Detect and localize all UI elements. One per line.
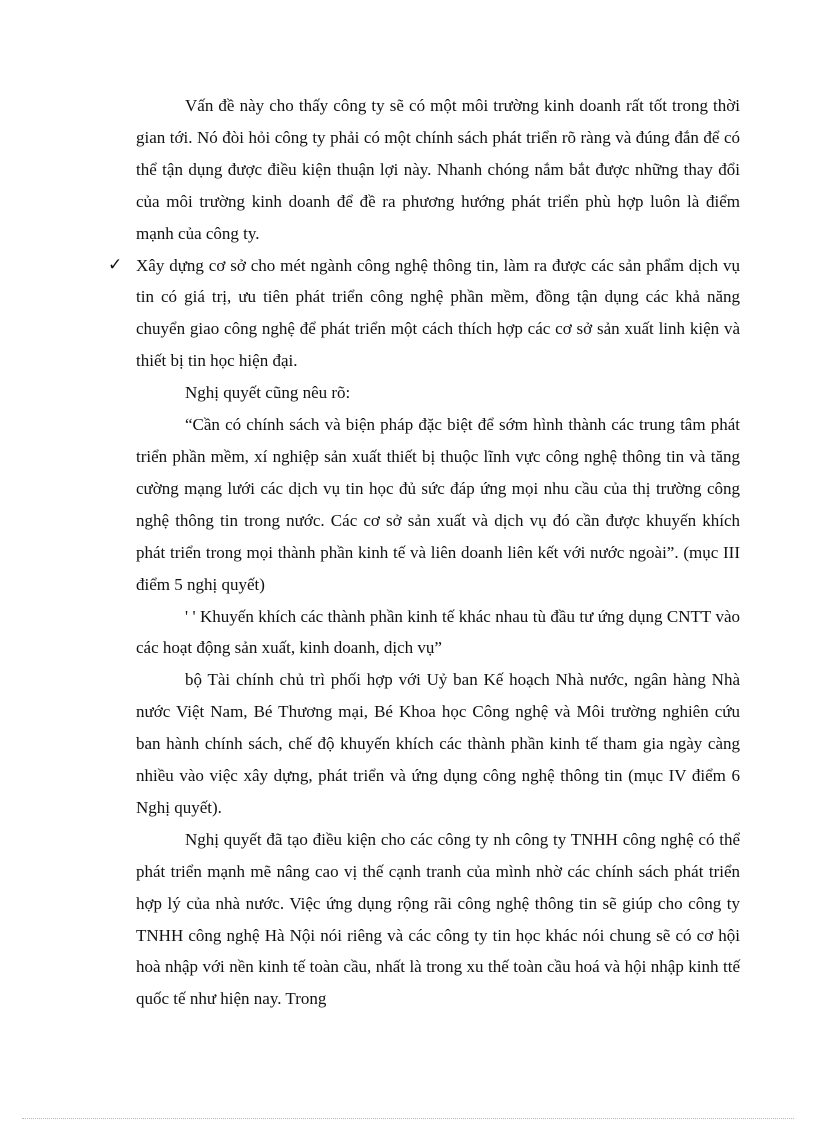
paragraph-ministry-of-finance: bộ Tài chính chủ trì phối hợp với Uỷ ban Kế hoạch Nhà nước, ngân hàng Nhà nước Việt Nam, Bé Thương mại, Bé Khoa học Công nghệ và Môi trường nghiên cứu ban hành chính sách, chế độ khuyến khích các thành phần kinh tế tham gia ngày càng nhiều vào việc xây dựng, phát triển và ứng dụng công nghệ thông tin (mục IV điểm 6 Nghị quyết).	[136, 670, 740, 817]
checkmark-icon: ✓	[108, 254, 123, 275]
bulleted-paragraph-it-infrastructure	[108, 250, 740, 378]
paragraph-resolution-quote: “Cần có chính sách và biện pháp đặc biệt để sớm hình thành các trung tâm phát triển phần mềm, xí nghiệp sản xuất thiết bị thuộc lĩnh vực công nghệ thông tin và tăng cường mạng lưới các dịch vụ tin học đủ sức đáp ứng mọi nhu cầu của thị trường công nghệ thông tin trong nước. Các cơ sở sản xuất và dịch vụ đó cần được khuyến khích phát triển trong mọi thành phần kinh tế và liên doanh liên kết với nước ngoài”. (mục III điểm 5 nghị quyết)	[136, 415, 740, 594]
paragraph-encourage-investment: ' ' Khuyến khích các thành phần kinh tế khác nhau tù đầu tư ứng dụng CNTT vào các hoạt động sản xuất, kinh doanh, dịch vụ”	[136, 606, 740, 658]
paragraph-resolution-intro: Nghị quyết cũng nêu rõ:	[185, 383, 351, 403]
paragraph-business-environment: Vấn đề này cho thấy công ty sẽ có một môi trường kinh doanh rất tốt trong thời gian tới. Nó đòi hỏi công ty phải có một chính sách phát triển rõ ràng và đúng đắn để có thể tận dụng được điều kiện thuận lợi này. Nhanh chóng nắm bắt được những thay đổi của môi trường kinh doanh để đề ra phương hướng phát triển phù hợp luôn là điểm mạnh của công ty.	[136, 96, 740, 243]
paragraph-resolution-conditions: Nghị quyết đã tạo điều kiện cho các công ty nh công ty TNHH công nghệ có thể phát triển mạnh mẽ nâng cao vị thế cạnh tranh của mình nhờ các chính sách phát triển hợp lý của nhà nước. Việc ứng dụng rộng rãi công nghệ thông tin sẽ giúp cho công ty TNHH công nghệ Hà Nội nói riêng và các công ty tin học khác nói chung sẽ có cơ hội hoà nhập với nền kinh tế toàn cầu, nhất là trong xu thế toàn cầu hoá và hội nhập kinh ttế quốc tế như hiện nay. Trong	[136, 829, 740, 1009]
document-body	[108, 90, 740, 1015]
bulleted-paragraph-text: Xây dựng cơ sở cho mét ngành công nghệ thông tin, làm ra được các sản phẩm dịch vụ tin có giá trị, ưu tiên phát triển công nghệ phần mềm, đồng tận dụng các khả năng chuyển giao công nghệ để phát triển một cách thích hợp các cơ sở sản xuất linh kiện và thiết bị tin học hiện đại.	[136, 255, 740, 371]
page-bottom-divider	[22, 1118, 794, 1119]
